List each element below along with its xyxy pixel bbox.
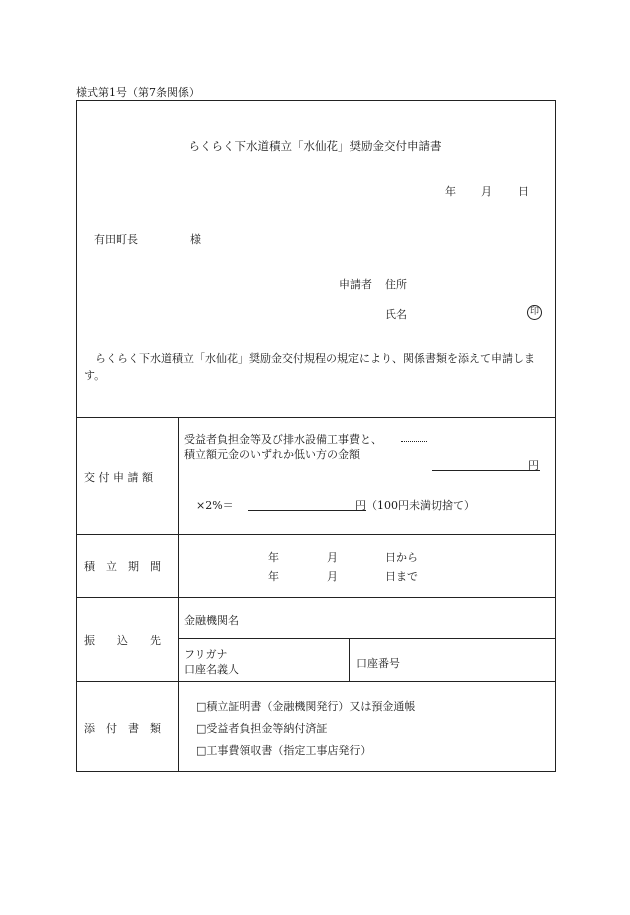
date-month: 月 <box>481 185 492 198</box>
addressee-honorific: 様 <box>190 233 201 246</box>
date-day: 日 <box>518 185 529 198</box>
label-column-divider <box>178 417 179 772</box>
address-label: 住所 <box>385 278 407 291</box>
account-number-label: 口座番号 <box>356 657 400 670</box>
applicant-label: 申請者 <box>339 278 372 291</box>
statement-text: らくらく下水道積立「水仙花」奨励金交付規程の規定により、関係書類を添えて申請します。 <box>84 352 535 382</box>
period-from-month: 月 <box>327 551 338 564</box>
row-divider-2 <box>76 534 556 535</box>
period-to-day: 日まで <box>385 570 418 583</box>
period-from-day: 日から <box>385 551 418 564</box>
row-divider-4 <box>178 638 556 639</box>
addressee-name: 有田町長 <box>94 233 138 246</box>
grant-amount-label: 交 付 申 請 額 <box>84 471 153 484</box>
grant-amount-line1: 受益者負担金等及び排水設備工事費と、 <box>184 433 382 446</box>
account-column-divider <box>349 638 350 681</box>
rate-label: ×2%＝ <box>196 499 234 512</box>
form-number: 様式第1号（第7条関係） <box>76 86 200 99</box>
bank-name-label: 金融機関名 <box>184 614 239 627</box>
period-to-year: 年 <box>268 570 279 583</box>
row-divider-3 <box>76 597 556 598</box>
rate-yen-note: 円（100円未満切捨て） <box>355 499 475 512</box>
grant-amount-dotted <box>401 441 427 442</box>
furigana-label: フリガナ <box>184 648 228 661</box>
form-title: らくらく下水道積立「水仙花」奨励金交付申請書 <box>188 139 442 153</box>
attachments-label: 添 付 書 類 <box>84 722 161 735</box>
attachment-item: □積立証明書（金融機関発行）又は預金通帳 <box>196 700 416 713</box>
row-divider-5 <box>76 681 556 682</box>
grant-amount-underline <box>432 470 540 471</box>
period-to-month: 月 <box>327 570 338 583</box>
account-holder-label: 口座名義人 <box>184 663 239 676</box>
attachment-item: □受益者負担金等納付済証 <box>196 722 328 735</box>
name-label: 氏名 <box>385 308 407 321</box>
grant-amount-line2: 積立額元金のいずれか低い方の金額 <box>184 448 360 461</box>
attachment-item: □工事費領収書（指定工事店発行） <box>196 744 372 757</box>
seal-mark: 印 <box>527 305 542 320</box>
transfer-label: 振 込 先 <box>84 634 161 647</box>
grant-amount-yen: 円 <box>528 459 539 472</box>
date-year: 年 <box>445 185 456 198</box>
period-label: 積 立 期 間 <box>84 560 161 573</box>
rate-underline <box>248 510 366 511</box>
period-from-year: 年 <box>268 551 279 564</box>
row-divider-1 <box>76 417 556 418</box>
